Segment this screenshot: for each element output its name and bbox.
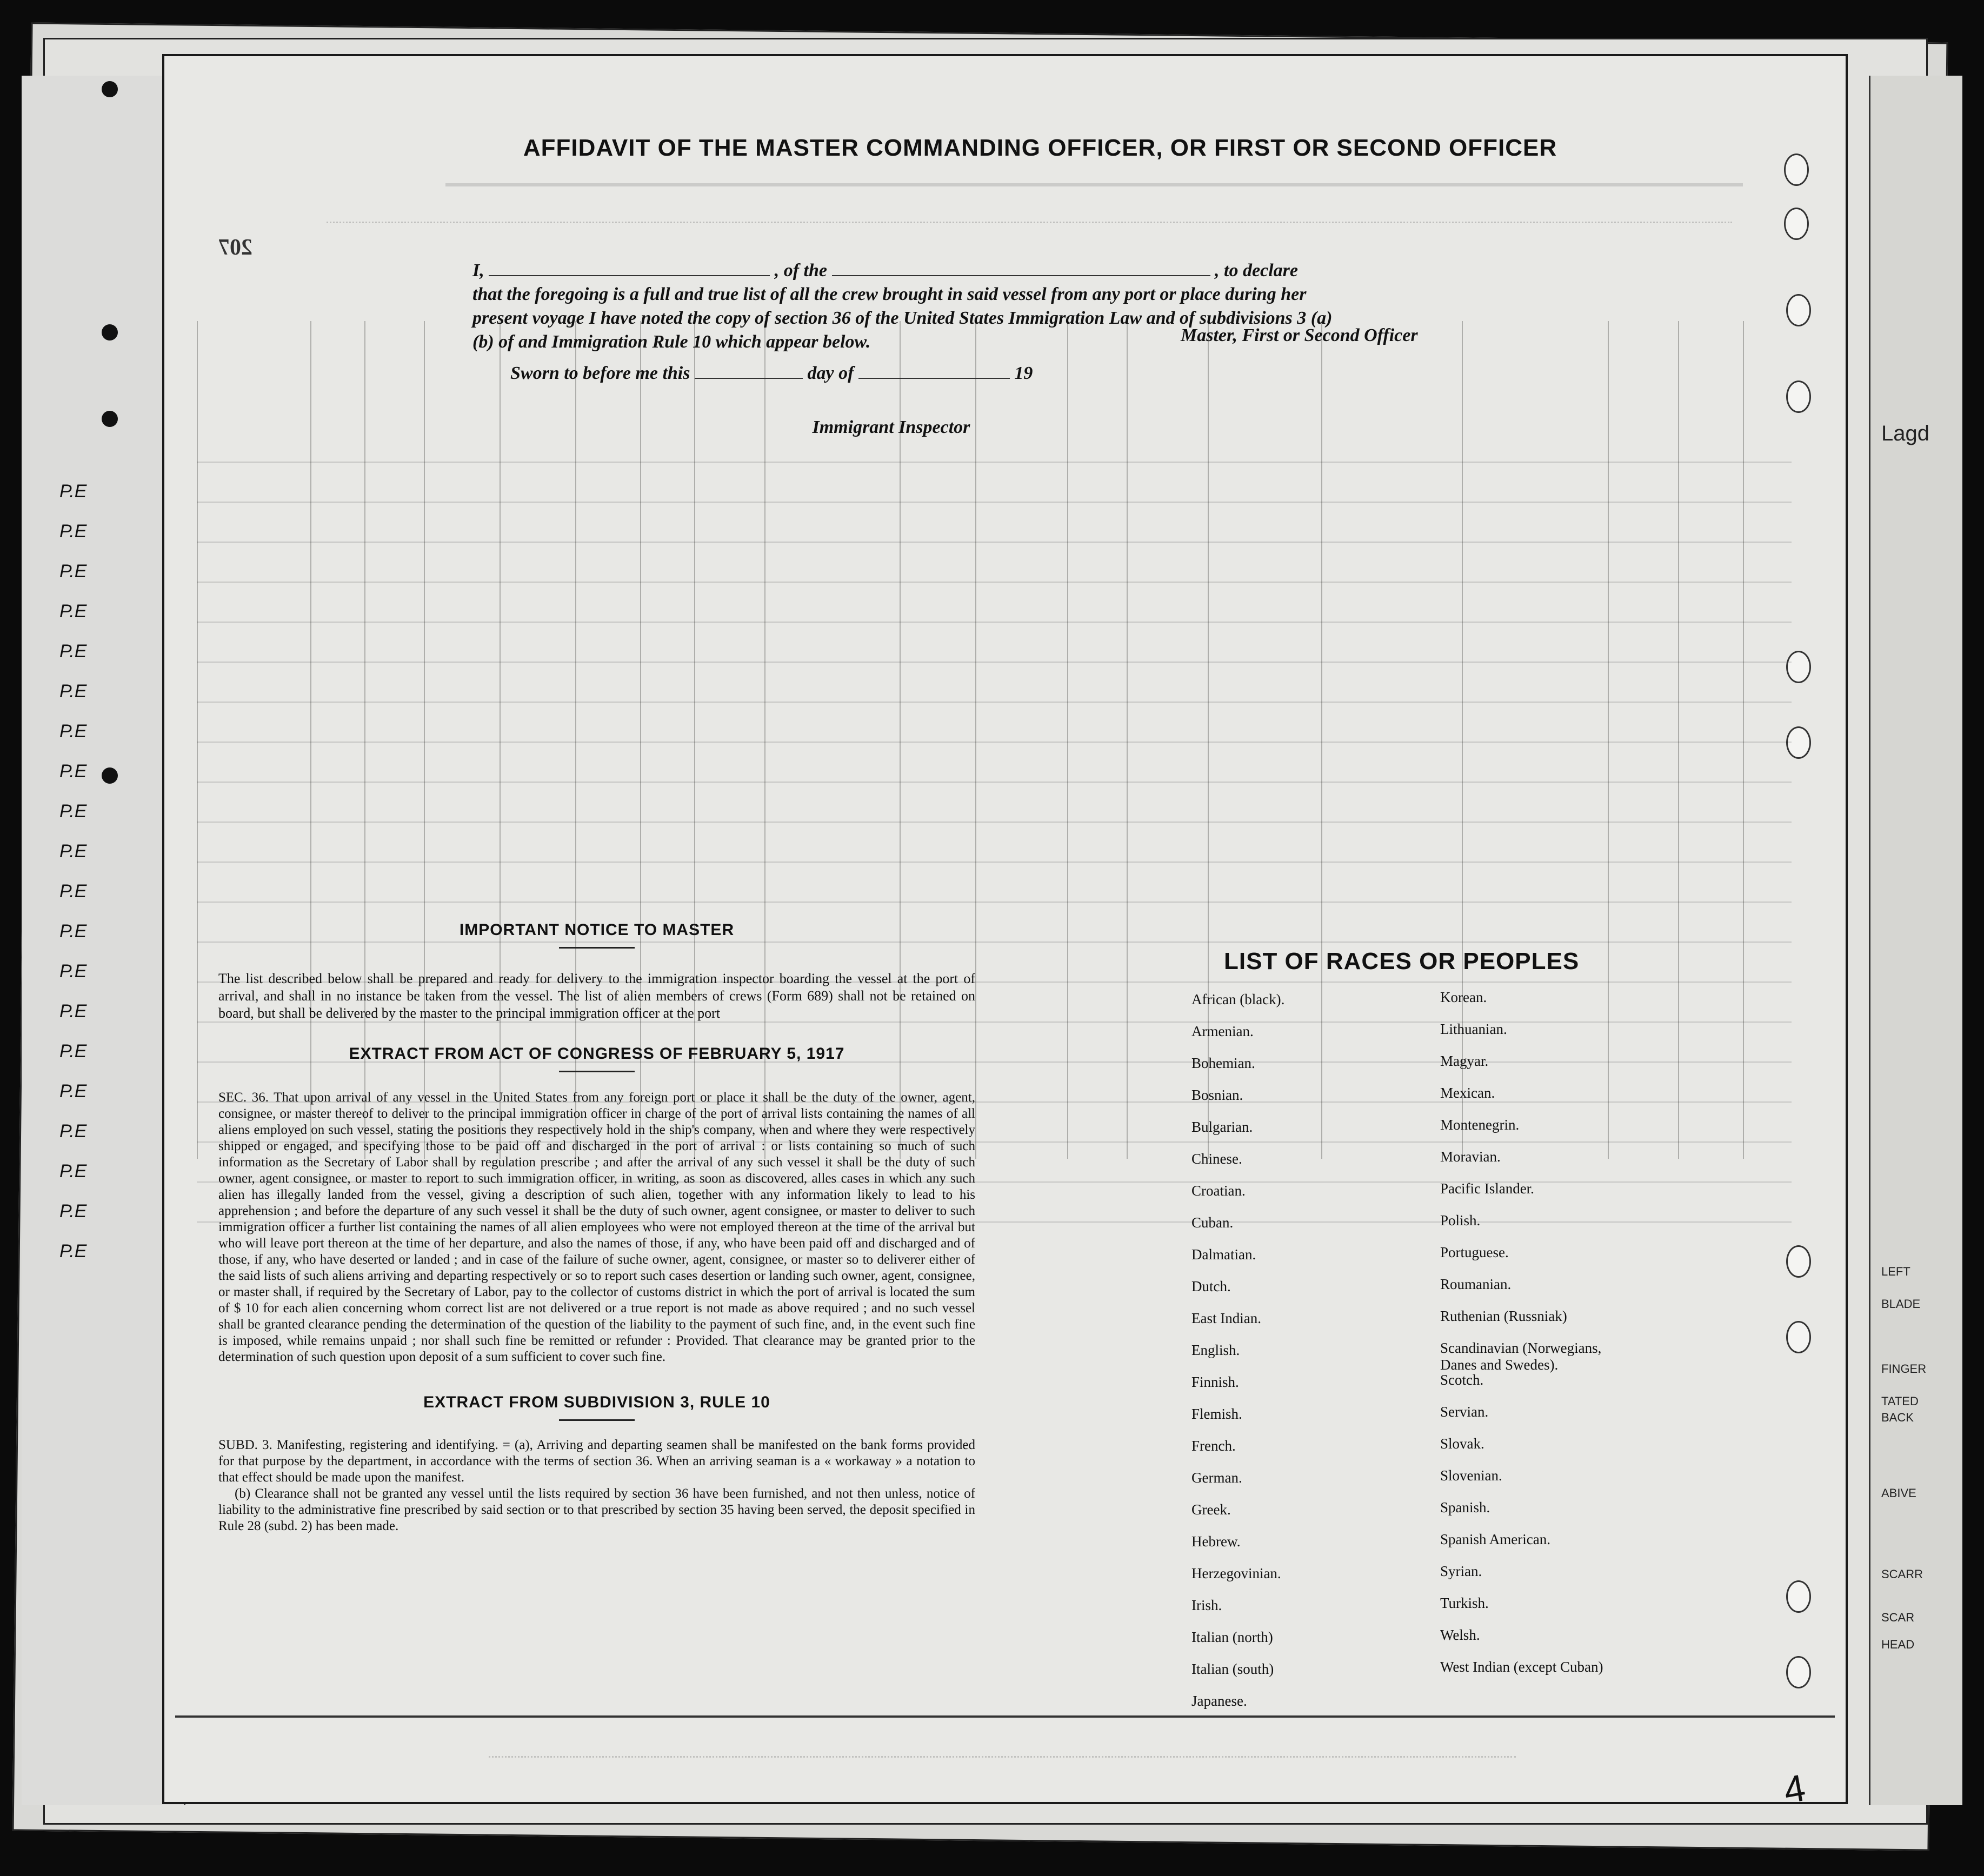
race-item: Lithuanian. xyxy=(1440,1021,1507,1037)
race-item: Chinese. xyxy=(1191,1151,1242,1167)
rule-extract-text-a: SUBD. 3. Manifesting, registering and identifying. = (a), Arriving and departing seamen shall be manifested on the bank forms provided for that purpose by the department, in accordance with the terms of section 36. When an arriving seaman is a « workaway » a notation to that effect should be made upon the manifest. xyxy=(218,1438,975,1485)
binding-hole xyxy=(102,411,118,427)
race-item: East Indian. xyxy=(1191,1310,1261,1326)
race-item: Spanish American. xyxy=(1440,1531,1550,1547)
affidavit-line-1: I, , of the , to declare xyxy=(472,261,1298,281)
page-number: 4 xyxy=(1780,1766,1809,1812)
race-item: Slovenian. xyxy=(1440,1467,1502,1484)
right-margin-strip: Lagd LEFT BLADE FINGER TATED BACK ABIVE SCARR SCAR HEAD xyxy=(1869,76,1962,1805)
margin-mark: P.E xyxy=(59,481,87,502)
margin-mark: P.E xyxy=(59,881,87,902)
notice-column xyxy=(218,921,975,1534)
rule-extract-text-b: (b) Clearance shall not be granted any vessel until the lists required by section 36 have been furnished, and not then unless, notice of liability to the administrative fine prescribed by said section or to that prescribed by section 35 having been served, the deposit specified in Rule 28 (subd. 2) has been made. xyxy=(218,1486,975,1533)
affidavit-line-3: present voyage I have noted the copy of section 36 of the United States Immigration Law and of subdivisions 3 (a) xyxy=(472,308,1333,328)
race-item: Korean. xyxy=(1440,989,1487,1005)
race-item: Armenian. xyxy=(1191,1023,1254,1039)
race-item: African (black). xyxy=(1191,991,1285,1007)
race-item: Bulgarian. xyxy=(1191,1119,1253,1135)
race-item: German. xyxy=(1191,1470,1242,1486)
race-item: English. xyxy=(1191,1342,1240,1358)
notice-text: The list described below shall be prepared and ready for delivery to the immigration inspector boarding the vessel at the port of arrival, and shall in no instance be taken from the vessel. The list of alien members of crews (Form 689) shall not be retained on board, but shall be delivered by the master to the principal immigration officer at the port xyxy=(218,971,975,1021)
margin-mark: P.E xyxy=(59,1201,87,1221)
race-item: Japanese. xyxy=(1191,1693,1247,1709)
affidavit-line-4: (b) of and Immigration Rule 10 which appear below. xyxy=(472,332,871,352)
margin-mark: P.E xyxy=(59,1161,87,1181)
race-item: Flemish. xyxy=(1191,1406,1242,1422)
margin-mark: P.E xyxy=(59,1121,87,1141)
margin-mark: P.E xyxy=(59,561,87,582)
bottom-rule xyxy=(175,1715,1835,1718)
race-item: Pacific Islander. xyxy=(1440,1180,1534,1197)
race-item: Irish. xyxy=(1191,1597,1222,1613)
race-item: Polish. xyxy=(1440,1212,1481,1229)
race-item: Greek. xyxy=(1191,1501,1231,1518)
margin-mark: P.E xyxy=(59,1081,87,1101)
master-signature-label: Master, First or Second Officer xyxy=(1181,325,1418,345)
punch-hole xyxy=(1784,153,1809,186)
reverse-bleed-footer xyxy=(489,1740,1516,1758)
race-item: Welsh. xyxy=(1440,1627,1480,1643)
punch-hole xyxy=(1786,1580,1811,1613)
act-extract-title: EXTRACT FROM ACT OF CONGRESS OF FEBRUARY 5, 1917 xyxy=(349,1045,845,1063)
margin-mark: P.E xyxy=(59,1241,87,1261)
punch-hole xyxy=(1786,1321,1811,1353)
race-item: Scandinavian (Norwegians, Danes and Swedes). xyxy=(1440,1340,1602,1373)
punch-hole xyxy=(1786,1656,1811,1688)
race-item: Bosnian. xyxy=(1191,1087,1243,1103)
race-item: French. xyxy=(1191,1438,1236,1454)
margin-mark: P.E xyxy=(59,721,87,742)
margin-mark: P.E xyxy=(59,921,87,942)
margin-mark: P.E xyxy=(59,801,87,822)
race-item: Turkish. xyxy=(1440,1595,1489,1611)
race-item: Moravian. xyxy=(1440,1149,1501,1165)
races-list xyxy=(1191,948,1786,1709)
manifest-page xyxy=(162,54,1848,1804)
margin-mark: P.E xyxy=(59,1041,87,1061)
race-item: Dutch. xyxy=(1191,1278,1231,1294)
race-item: Mexican. xyxy=(1440,1085,1495,1101)
race-item: Montenegrin. xyxy=(1440,1117,1520,1133)
races-title: LIST OF RACES OR PEOPLES xyxy=(1224,948,1580,974)
race-item: Servian. xyxy=(1440,1404,1489,1420)
margin-mark: P.E xyxy=(59,681,87,702)
race-item: Scotch. xyxy=(1440,1372,1484,1388)
race-item: West Indian (except Cuban) xyxy=(1440,1659,1603,1675)
race-item: Syrian. xyxy=(1440,1563,1482,1579)
race-item: Bohemian. xyxy=(1191,1055,1255,1071)
race-item: Italian (south) xyxy=(1191,1661,1274,1677)
margin-mark: P.E xyxy=(59,601,87,622)
binding-hole xyxy=(102,81,118,97)
rule-extract-title: EXTRACT FROM SUBDIVISION 3, RULE 10 xyxy=(423,1393,770,1411)
affidavit-line-2: that the foregoing is a full and true list of all the crew brought in said vessel from any port or place during her xyxy=(472,284,1307,304)
race-item: Finnish. xyxy=(1191,1374,1239,1390)
stamp-number: 207 xyxy=(218,235,252,260)
race-item: Cuban. xyxy=(1191,1214,1234,1231)
margin-mark: P.E xyxy=(59,521,87,542)
race-item: Dalmatian. xyxy=(1191,1246,1256,1263)
margin-mark: P.E xyxy=(59,761,87,782)
punch-hole xyxy=(1786,1245,1811,1278)
immigrant-inspector-label: Immigrant Inspector xyxy=(812,417,970,437)
race-item: Slovak. xyxy=(1440,1436,1484,1452)
binding-hole xyxy=(102,767,118,784)
race-item: Croatian. xyxy=(1191,1183,1246,1199)
margin-mark: P.E xyxy=(59,841,87,862)
act-extract-text: SEC. 36. That upon arrival of any vessel in the United States from any foreign port or place it shall be the duty of the owner, agent, consignee, or master thereof to deliver to the principal immigration officer in charge of the port of arrival lists containing the names of all aliens employed on such vessel, stating the positions they respectively hold in the ship's company, when and where they were respectively shipped or engaged, and specifying those to be paid off and discharged in the port of arrival : or lists containing so much of such information as the Secretary of Labor shall by regulation prescribe ; and after the arrival of any such vessel it shall be the duty of such owner, agent consignee, or master to report to such immigration officer, in writing, as soon as discovered, alles cases in which any such alien has illegally landed from the vessel, giving a description of such alien, together with any information likely to lead to his apprehension ; and before the departure of any such vessel it shall be the duty of such owner, agent consignee, or master to deliver to such immigration officer a further list containing the names of all alien employees who were not employed thereon at the time of the arrival but who will leave port thereon at the time of her departure, and also the names of those, if any, who have been paid off and discharged and of those, if any, who have deserted or landed ; and in case of the failure of suche owner, agent, consignee, or master so to deliverer either of the said lists of such aliens arriving and departing respectively or so to report such cases desertion or landing such owner, agent, consignee, or master shall, if required by the Secretary of Labor, pay to the collector of customs district in which the port of arrival is located the sum of $ 10 for each alien concerning whom correct list are not delivered or a true report is not made as above required ; and no such vessel shall be granted clearance pending the determination of the question of the liability to the payment of such fine, and, in the event such fine is imposed, while remains unpaid ; nor shall such fine be remitted or refunder : Provided. That clearance may be granted prior to the determination of such question upon deposit of a sum sufficient to cover such fine. xyxy=(218,1090,975,1364)
punch-hole xyxy=(1784,208,1809,240)
race-item: Italian (north) xyxy=(1191,1629,1273,1645)
race-item: Hebrew. xyxy=(1191,1533,1241,1550)
notice-title: IMPORTANT NOTICE TO MASTER xyxy=(459,921,735,939)
race-item: Spanish. xyxy=(1440,1499,1490,1516)
race-item: Portuguese. xyxy=(1440,1244,1509,1260)
race-item: Magyar. xyxy=(1440,1053,1489,1069)
binding-hole xyxy=(102,324,118,341)
race-item: Ruthenian (Russniak) xyxy=(1440,1308,1567,1324)
affidavit-title: AFFIDAVIT OF THE MASTER COMMANDING OFFICER, OR FIRST OR SECOND OFFICER xyxy=(523,135,1557,161)
left-margin-strip xyxy=(22,76,185,1805)
margin-mark: P.E xyxy=(59,1001,87,1022)
margin-mark: P.E xyxy=(59,641,87,662)
sworn-line: Sworn to before me this day of 19 xyxy=(510,363,1033,383)
race-item: Roumanian. xyxy=(1440,1276,1512,1292)
race-item: Herzegovinian. xyxy=(1191,1565,1281,1581)
margin-mark: P.E xyxy=(59,961,87,982)
